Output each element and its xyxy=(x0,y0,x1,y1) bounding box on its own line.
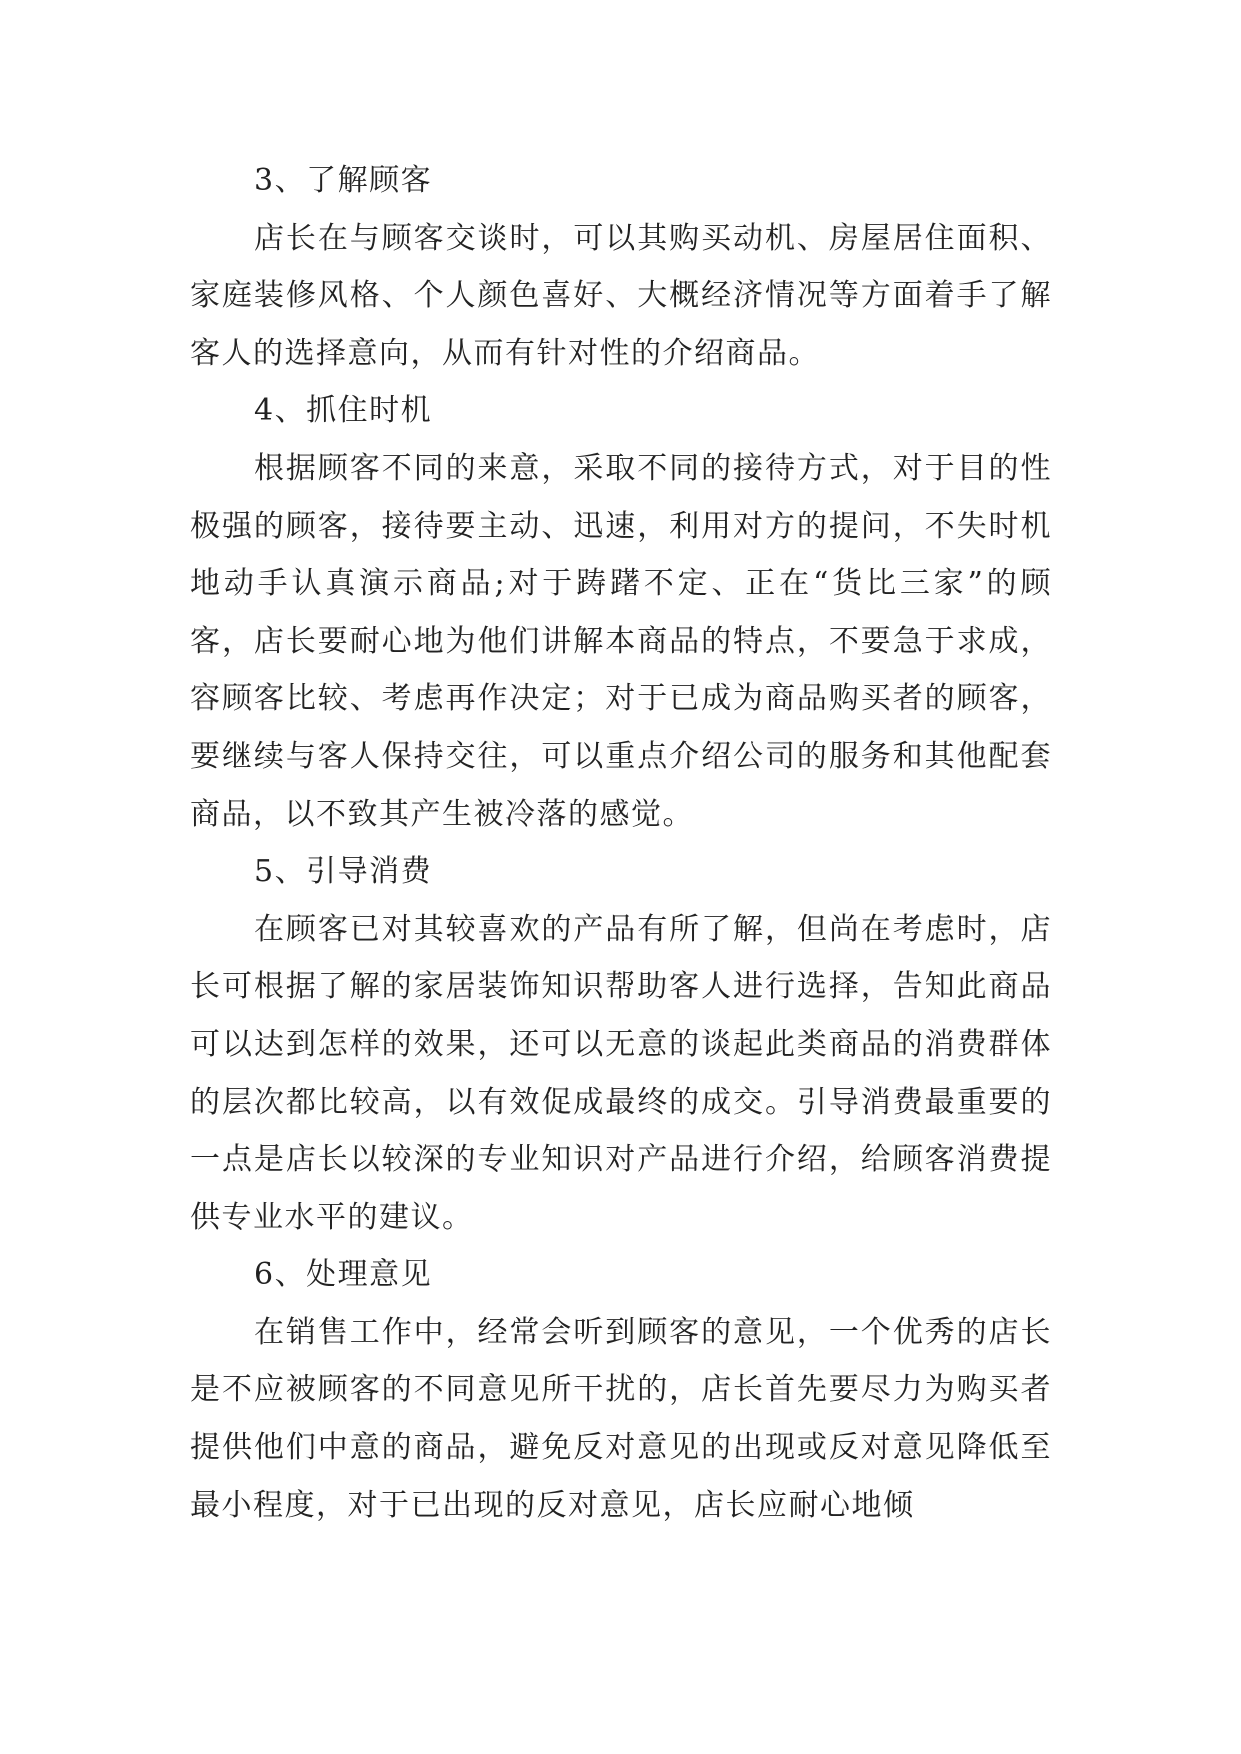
section-heading: 4、抓住时机 xyxy=(254,393,433,429)
section-understand-customers xyxy=(190,152,1052,382)
section-heading: 5、引导消费 xyxy=(254,854,433,890)
section-guide-consumption xyxy=(190,843,1052,1246)
section-heading: 6、处理意见 xyxy=(254,1257,433,1293)
section-seize-opportunity xyxy=(190,382,1052,843)
section-paragraph: 在顾客已对其较喜欢的产品有所了解，但尚在考虑时，店长可根据了解的家居装饰知识帮助客人进行选择，告知此商品可以达到怎样的效果，还可以无意的谈起此类商品的消费群体的层次都比较高，以有效促成最终的成交。引导消费最重要的一点是店长以较深的专业知识对产品进行介绍，给顾客消费提供专业水平的建议。 xyxy=(190,911,1052,1235)
section-handle-feedback xyxy=(190,1246,1052,1534)
section-paragraph: 根据顾客不同的来意，采取不同的接待方式，对于目的性极强的顾客，接待要主动、迅速，利用对方的提问，不失时机地动手认真演示商品;对于踌躇不定、正在“货比三家”的顾客，店长要耐心地为他们讲解本商品的特点，不要急于求成，容顾客比较、考虑再作决定；对于已成为商品购买者的顾客，要继续与客人保持交往，可以重点介绍公司的服务和其他配套商品，以不致其产生被冷落的感觉。 xyxy=(190,450,1052,832)
section-paragraph: 在销售工作中，经常会听到顾客的意见，一个优秀的店长是不应被顾客的不同意见所干扰的，店长首先要尽力为购买者提供他们中意的商品，避免反对意见的出现或反对意见降低至最小程度，对于已出现的反对意见，店长应耐心地倾 xyxy=(190,1314,1052,1523)
document-page xyxy=(190,152,1052,1534)
section-paragraph: 店长在与顾客交谈时，可以其购买动机、房屋居住面积、家庭装修风格、个人颜色喜好、大概经济情况等方面着手了解客人的选择意向，从而有针对性的介绍商品。 xyxy=(190,220,1052,371)
section-heading: 3、了解顾客 xyxy=(254,163,433,198)
